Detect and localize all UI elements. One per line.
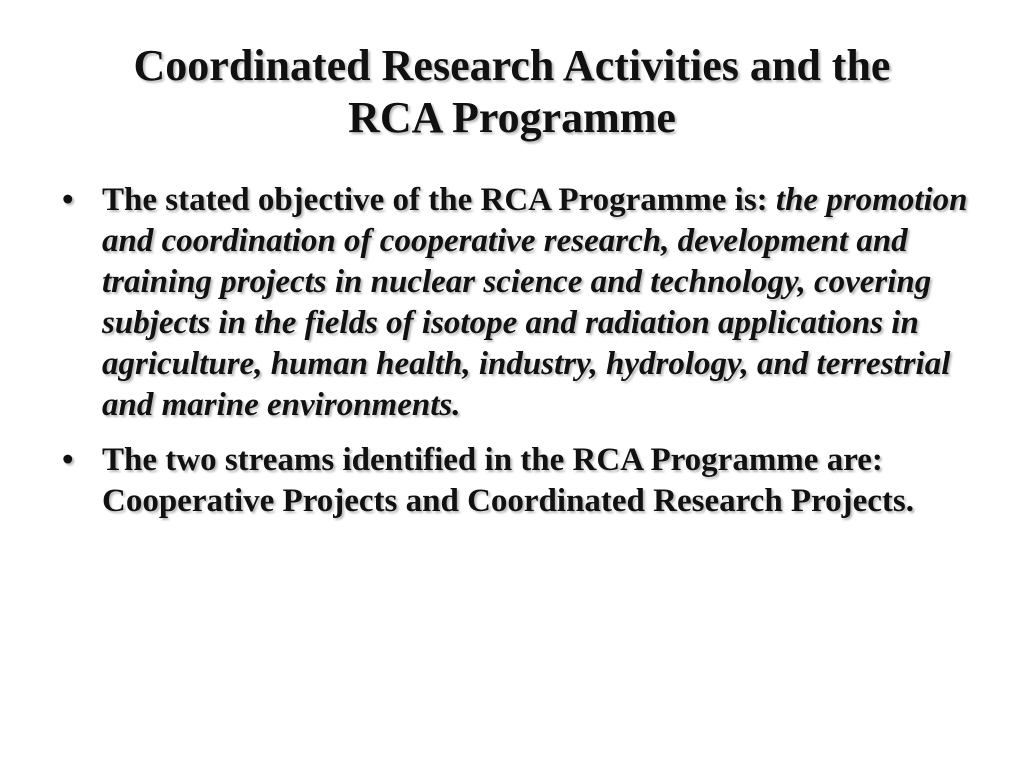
bullet-lead-text: The stated objective of the RCA Programme is: [102, 182, 776, 218]
bullet-item-streams [60, 440, 980, 522]
slide-title-line-1: Coordinated Research Activities and the [133, 41, 891, 90]
bullet-lead-text: The two streams identified in the RCA Programme are: Cooperative Projects and Coordinated Research Projects. [102, 442, 914, 519]
bullet-marker: • [62, 442, 74, 478]
bullet-item-objective [60, 180, 980, 426]
slide-title [40, 40, 984, 144]
bullet-list [60, 180, 980, 536]
slide-title-line-2: RCA Programme [348, 93, 676, 142]
bullet-marker: • [62, 182, 74, 218]
bullet-italic-text: the promotion and coordination of cooperative research, development and training projects in nuclear science and technology, covering subjects in the fields of isotope and radiation applications in agriculture, human health, industry, hydrology, and terrestrial and marine environments. [102, 182, 968, 423]
